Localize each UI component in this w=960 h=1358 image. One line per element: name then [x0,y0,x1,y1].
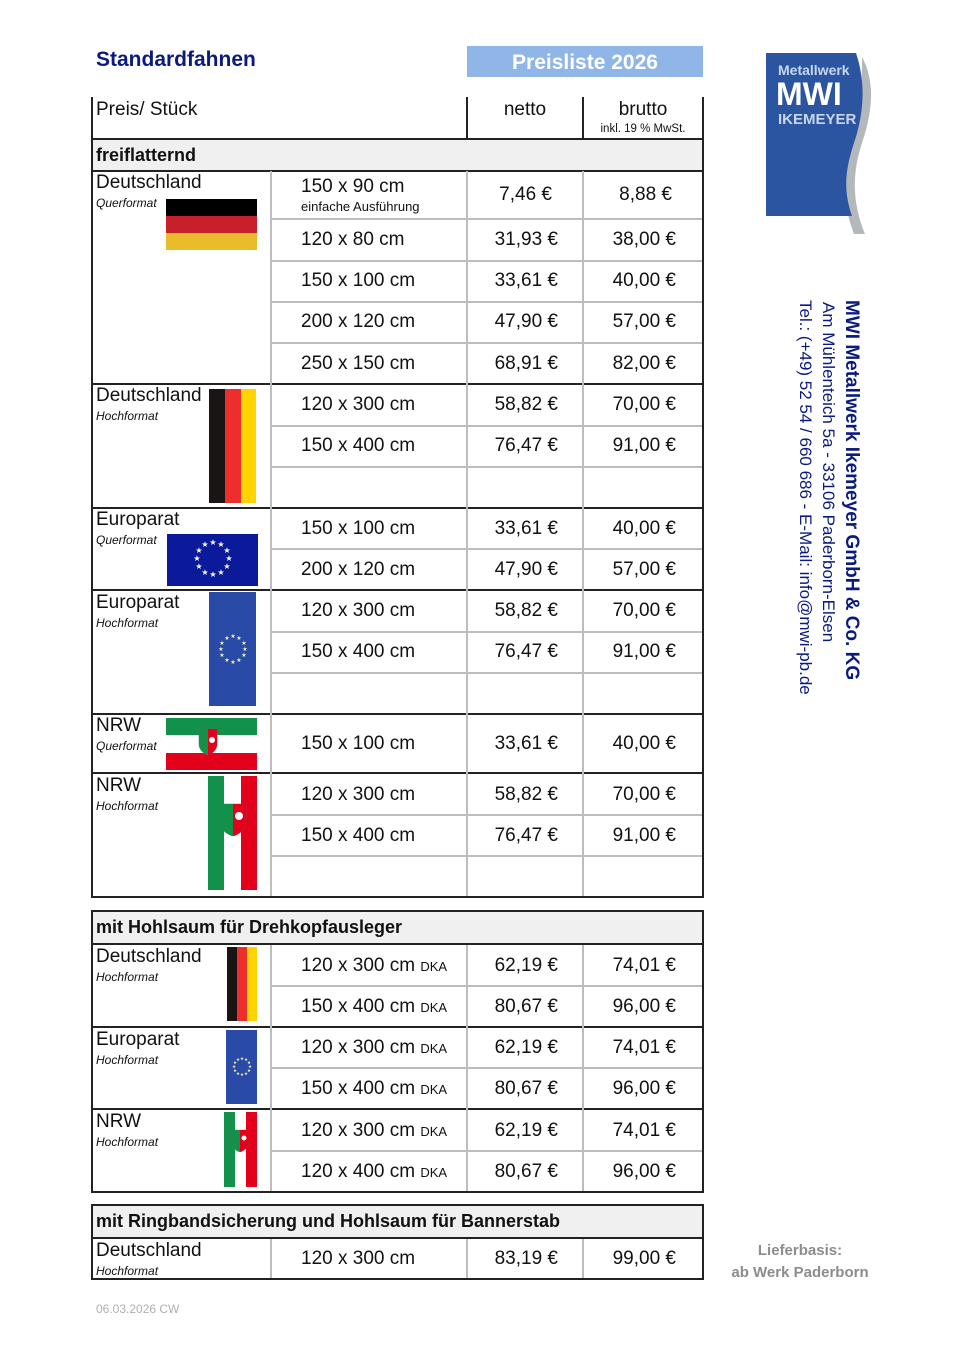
group-name: Europarat [96,509,180,530]
svg-text:★: ★ [232,1069,238,1074]
nrw-flag-landscape-icon [166,718,257,770]
germany-flag-portrait-icon [209,389,256,503]
group-format: Hochformat [96,970,159,984]
mwi-logo-icon [766,53,878,234]
section-title: mit Ringbandsicherung und Hohlsaum für Bannerstab [92,1206,704,1237]
section-title: freiflatternd [92,140,704,171]
svg-text:★: ★ [239,1057,245,1062]
svg-text:★: ★ [235,1072,241,1077]
svg-text:★: ★ [209,538,217,547]
group-format: Hochformat [96,799,159,813]
header-brutto: brutto [618,99,668,120]
delivery-basis: Lieferbasis: ab Werk Paderborn [731,1242,869,1281]
group-name: Deutschland [96,1240,202,1261]
svg-text:★: ★ [217,540,225,549]
company-logo [766,53,878,234]
group-name: Deutschland [96,946,202,967]
company-contact: Tel.: (+49) 52 54 / 660 686 - E-Mail: info@mwi-pb.de [796,300,815,695]
svg-text:★: ★ [223,546,231,555]
group-format: Hochformat [96,1264,159,1278]
svg-text:★: ★ [224,635,230,642]
svg-text:★: ★ [236,635,242,642]
svg-text:★: ★ [247,1065,253,1070]
svg-text:MWI: MWI [776,76,842,112]
group-format: Querformat [96,533,157,547]
header-price-per-piece: Preis/ Stück [96,99,198,120]
svg-text:★: ★ [195,562,203,571]
group-format: Querformat [96,739,157,753]
svg-text:★: ★ [236,657,242,664]
germany-flag-landscape-icon [166,199,257,250]
svg-text:★: ★ [246,1069,252,1074]
nrw-flag-portrait-icon [208,776,257,890]
svg-text:★: ★ [224,657,230,664]
svg-text:★: ★ [230,659,236,666]
svg-text:★: ★ [232,1061,238,1066]
header-netto: netto [503,99,547,120]
nrw-flag-portrait-icon [224,1112,257,1187]
svg-text:★: ★ [241,652,247,659]
group-name: NRW [96,775,142,796]
svg-text:★: ★ [225,554,233,563]
svg-text:★: ★ [201,540,209,549]
eu-flag-landscape-icon [167,534,258,586]
header-brutto-note: inkl. 19 % MwSt. [600,123,686,135]
svg-text:IKEMEYER: IKEMEYER [778,111,857,128]
eu-flag-portrait-icon [209,592,256,706]
svg-text:★: ★ [218,646,224,653]
section-title: mit Hohlsaum für Drehkopfausleger [92,912,704,943]
group-format: Hochformat [96,1135,159,1149]
svg-text:★: ★ [246,1061,252,1066]
footer-date: 06.03.2026 CW [96,1302,180,1316]
group-name: NRW [96,715,142,736]
svg-text:★: ★ [231,1065,237,1070]
svg-text:★: ★ [223,562,231,571]
svg-text:★: ★ [193,554,201,563]
svg-text:★: ★ [241,640,247,647]
svg-text:★: ★ [201,568,209,577]
company-name: MWI Metallwerk Ikemeyer GmbH & Co. KG [841,300,862,681]
group-format: Hochformat [96,1053,159,1067]
page-title: Standardfahnen [96,48,256,71]
germany-flag-portrait-icon [227,947,257,1021]
svg-text:★: ★ [235,1058,241,1063]
group-name: Deutschland [96,385,202,406]
group-format: Querformat [96,196,157,210]
svg-text:★: ★ [239,1073,245,1078]
price-list-banner: Preisliste 2026 [467,46,703,77]
eu-flag-portrait-icon [226,1030,257,1104]
svg-text:★: ★ [219,652,225,659]
group-name: Europarat [96,592,180,613]
group-name: NRW [96,1111,142,1132]
svg-text:★: ★ [230,633,236,640]
company-info [792,300,862,770]
svg-text:★: ★ [217,568,225,577]
svg-text:★: ★ [209,570,217,579]
svg-text:★: ★ [243,1072,249,1077]
svg-text:Metallwerk: Metallwerk [778,62,850,78]
svg-text:★: ★ [219,640,225,647]
group-name: Deutschland [96,172,202,193]
company-address: Am Mühlenteich 5a - 33106 Paderborn-Elsen [819,302,838,643]
svg-text:★: ★ [195,546,203,555]
svg-text:★: ★ [243,1058,249,1063]
group-name: Europarat [96,1029,180,1050]
group-format: Hochformat [96,616,159,630]
svg-text:★: ★ [242,646,248,653]
group-format: Hochformat [96,409,159,423]
